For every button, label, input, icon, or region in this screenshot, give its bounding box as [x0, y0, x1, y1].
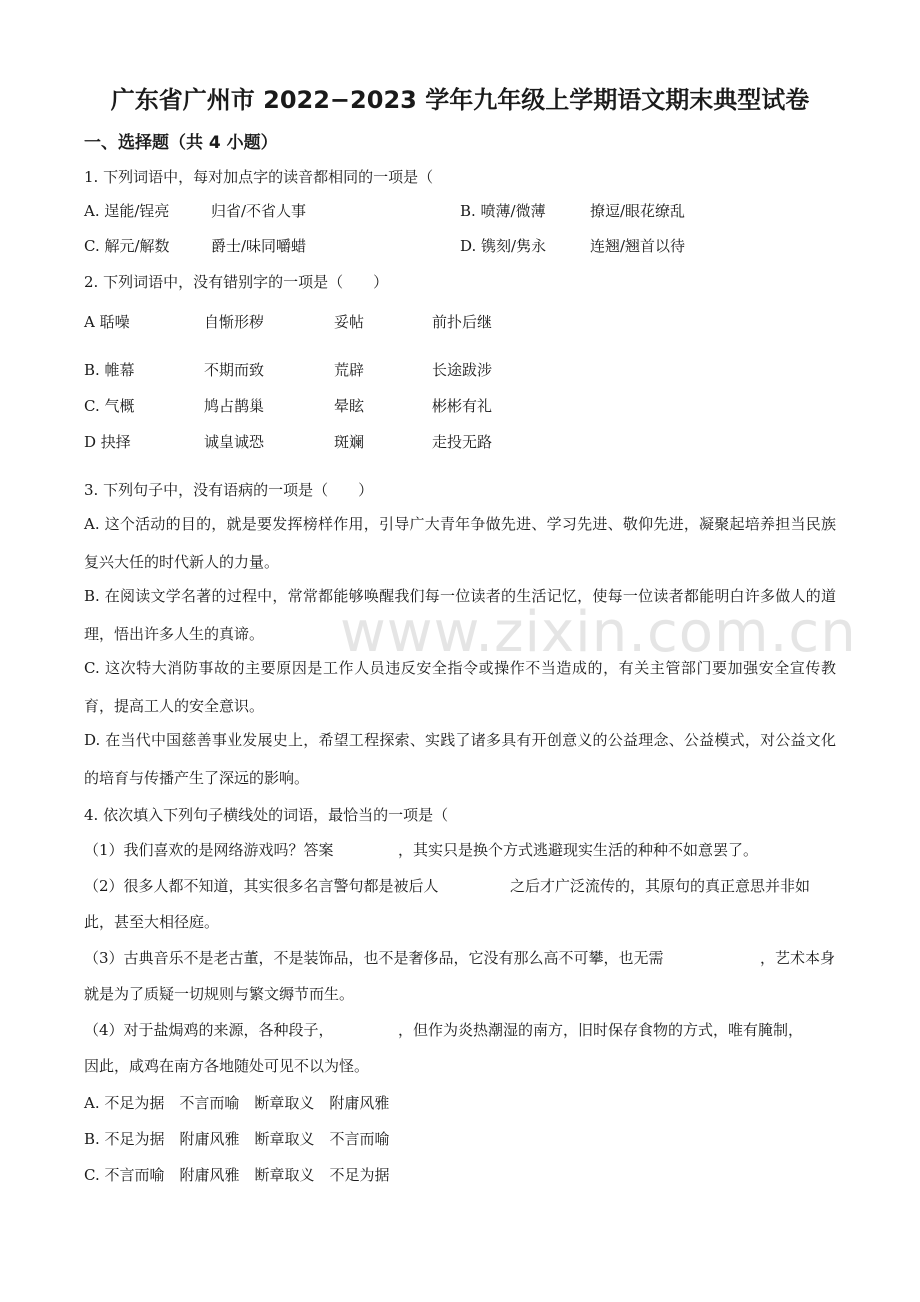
q2-row-d-col1: D 抉择 [84, 433, 131, 451]
question-3-stem: 3. 下列句子中，没有语病的一项是（ ） [84, 481, 374, 499]
question-2-stem: 2. 下列词语中，没有错别字的一项是（ ） [84, 273, 389, 291]
q4-option-c: C. 不言而喻 附庸风雅 断章取义 不足为据 [84, 1166, 390, 1184]
q1-option-b-2: 撩逗/眼花缭乱 [590, 202, 686, 220]
q2-row-a-col1: A 聒噪 [84, 313, 130, 331]
q1-option-c-1: C. 解元/解数 [84, 237, 170, 255]
question-4-stem: 4. 依次填入下列句子横线处的词语，最恰当的一项是（ [84, 806, 449, 824]
q1-option-b-1: B. 喷薄/微薄 [460, 202, 546, 220]
q2-row-d-col3: 斑斓 [334, 433, 365, 451]
q2-row-a-col2: 自惭形秽 [204, 313, 265, 331]
q4-sentence-4-cont: 因此，咸鸡在南方各地随处可见不以为怪。 [84, 1057, 370, 1075]
q3-option-a: A. 这个活动的目的，就是要发挥榜样作用，引导广大青年争做先进、学习先进、敬仰先进，凝聚起培养担当民族复兴大任的时代新人的力量。 [84, 515, 836, 571]
q2-row-b-col2: 不期而致 [204, 361, 265, 379]
q4-sentence-2-end: 之后才广泛流传的，其原句的真正意思并非如 [510, 877, 811, 895]
page-title: 广东省广州市 2022−2023 学年九年级上学期语文期末典型试卷 [110, 86, 810, 114]
q4-sentence-3-start: （3）古典音乐不是老古董，不是装饰品，也不是奢侈品，它没有那么高不可攀，也无需 [84, 949, 664, 967]
q2-row-d-col2: 诚皇诚恐 [204, 433, 265, 451]
q4-sentence-2-start: （2）很多人都不知道，其实很多名言警句都是被后人 [84, 877, 439, 895]
q3-option-b: B. 在阅读文学名著的过程中，常常都能够唤醒我们每一位读者的生活记忆，使每一位读者都能明白许多做人的道理，悟出许多人生的真谛。 [84, 587, 836, 643]
q2-row-c-col4: 彬彬有礼 [432, 397, 493, 415]
q1-option-a-2: 归省/不省人事 [211, 202, 307, 220]
q2-row-a-col3: 妥帖 [334, 313, 365, 331]
q1-option-c-2: 爵士/味同嚼蜡 [211, 237, 307, 255]
q1-option-d-1: D. 镌刻/隽永 [460, 237, 547, 255]
q3-option-d: D. 在当代中国慈善事业发展史上，希望工程探索、实践了诸多具有开创意义的公益理念、公益模式，对公益文化的培育与传播产生了深远的影响。 [84, 731, 836, 787]
q4-sentence-3-end: ，艺术本身 [760, 949, 836, 967]
q4-sentence-3-cont: 就是为了质疑一切规则与繁文缛节而生。 [84, 985, 355, 1003]
q4-sentence-1-start: （1）我们喜欢的是网络游戏吗？答案 [84, 841, 334, 859]
q3-option-c: C. 这次特大消防事故的主要原因是工作人员违反安全指令或操作不当造成的，有关主管部门要加强安全宣传教育，提高工人的安全意识。 [84, 659, 836, 715]
q4-sentence-4-start: （4）对于盐焗鸡的来源，各种段子， [84, 1021, 334, 1039]
q2-row-b-col1: B. 帷幕 [84, 361, 135, 379]
q4-option-a: A. 不足为据 不言而喻 断章取义 附庸风雅 [84, 1094, 390, 1112]
q2-row-d-col4: 走投无路 [432, 433, 493, 451]
q4-sentence-1-end: ，其实只是换个方式逃避现实生活的种种不如意罢了。 [398, 841, 759, 859]
q1-option-d-2: 连翘/翘首以待 [590, 237, 686, 255]
q2-row-b-col4: 长途跋涉 [432, 361, 493, 379]
q2-row-a-col4: 前扑后继 [432, 313, 493, 331]
question-1-stem: 1. 下列词语中，每对加点字的读音都相同的一项是（ [84, 168, 434, 186]
q2-row-b-col3: 荒辟 [334, 361, 365, 379]
q2-row-c-col2: 鸠占鹊巢 [204, 397, 265, 415]
q4-sentence-4-end: ，但作为炎热潮湿的南方，旧时保存食物的方式，唯有腌制， [398, 1021, 804, 1039]
section-heading: 一、选择题（共 4 小题） [84, 133, 278, 153]
watermark: www.zixin.com.cn [340, 600, 857, 665]
q4-option-b: B. 不足为据 附庸风雅 断章取义 不言而喻 [84, 1130, 390, 1148]
q1-option-a-1: A. 逞能/锃亮 [84, 202, 170, 220]
q2-row-c-col3: 晕眩 [334, 397, 365, 415]
q4-sentence-2-cont: 此，甚至大相径庭。 [84, 913, 220, 931]
q2-row-c-col1: C. 气概 [84, 397, 135, 415]
